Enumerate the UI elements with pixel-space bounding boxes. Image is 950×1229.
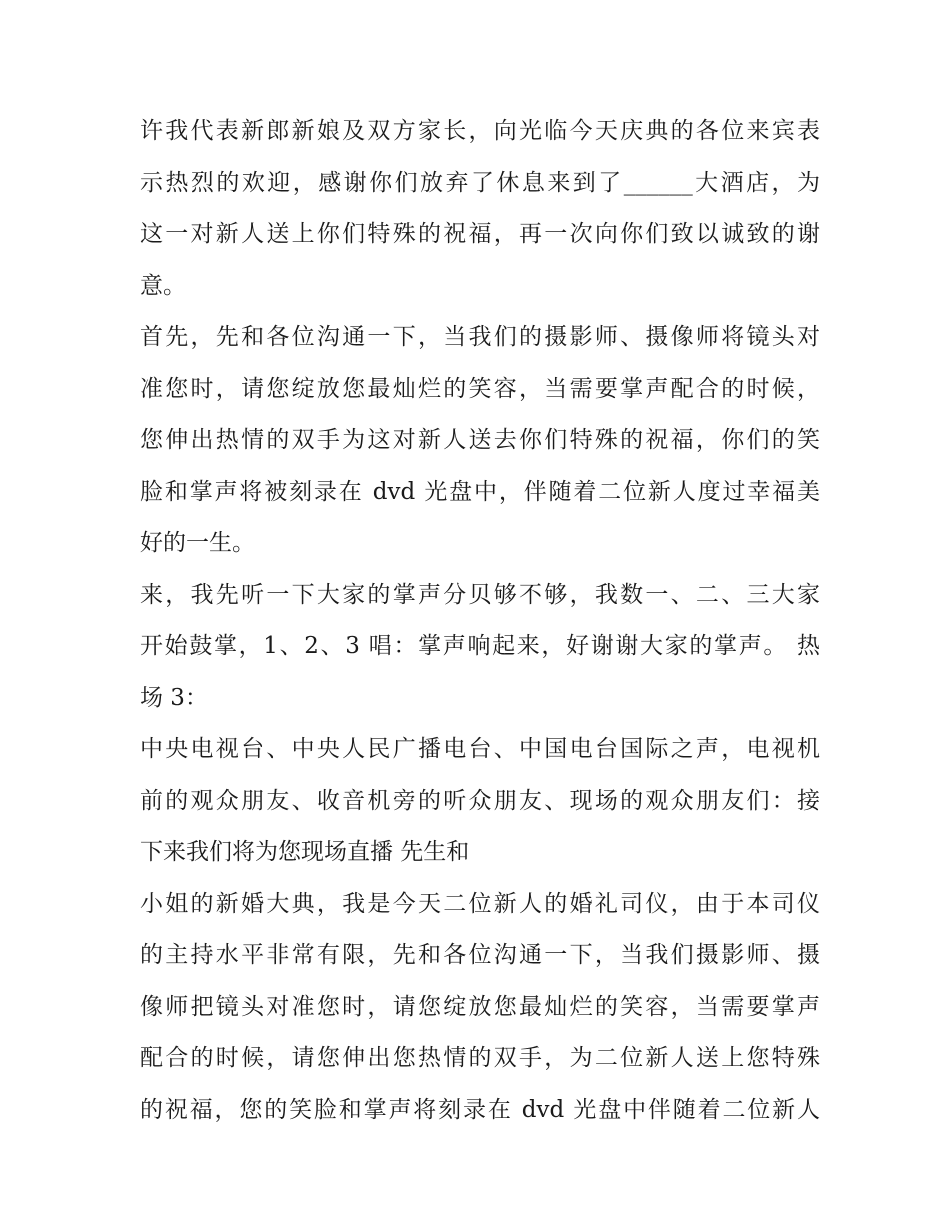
paragraph [140, 106, 820, 312]
paragraph [140, 879, 820, 1137]
text-line: 这一对新人送上你们特殊的祝福，再一次向你们致以诚致的谢 [140, 221, 820, 247]
text-line: 前的观众朋友、收音机旁的听众朋友、现场的观众朋友们：接 [140, 787, 820, 814]
text-line: 您伸出热情的双手为这对新人送去你们特殊的祝福，你们的笑 [140, 427, 820, 453]
text-line: 准您时，请您绽放您最灿烂的笑容，当需要掌声配合的时候， [140, 375, 820, 402]
text-line: 下来我们将为您现场直播 先生和 [140, 839, 470, 865]
text-line: 中央电视台、中央人民广播电台、中国电台国际之声，电视机 [140, 736, 820, 762]
text-line: 的主持水平非常有限，先和各位沟通一下，当我们摄影师、摄 [140, 942, 820, 968]
paragraph [140, 312, 820, 570]
document-body [140, 106, 820, 1136]
text-line: 意。 [140, 272, 186, 299]
text-line: 脸和掌声将被刻录在 dvd 光盘中，伴随着二位新人度过幸福美 [140, 478, 820, 505]
text-line: 的祝福，您的笑脸和掌声将刻录在 dvd 光盘中伴随着二位新人 [140, 1096, 820, 1123]
text-line: 许我代表新郎新娘及双方家长，向光临今天庆典的各位来宾表 [140, 118, 820, 144]
paragraph [140, 724, 820, 879]
text-line: 像师把镜头对准您时，请您绽放您最灿烂的笑容，当需要掌声 [140, 993, 820, 1020]
text-line: 好的一生。 [140, 530, 255, 556]
paragraph [140, 570, 820, 725]
text-line: 配合的时候，请您伸出您热情的双手，为二位新人送上您特殊 [140, 1045, 820, 1071]
text-line: 小姐的新婚大典，我是今天二位新人的婚礼司仪，由于本司仪 [140, 890, 820, 917]
text-line: 首先，先和各位沟通一下，当我们的摄影师、摄像师将镜头对 [140, 324, 820, 350]
text-line: 来，我先听一下大家的掌声分贝够不够，我数一、二、三大家 [140, 581, 820, 608]
text-line: 开始鼓掌，1、2、3 唱：掌声响起来，好谢谢大家的掌声。 热 [140, 633, 820, 659]
text-line: 示热烈的欢迎，感谢你们放弃了休息来到了______大酒店，为 [140, 169, 820, 196]
text-line: 场 3： [140, 684, 208, 711]
